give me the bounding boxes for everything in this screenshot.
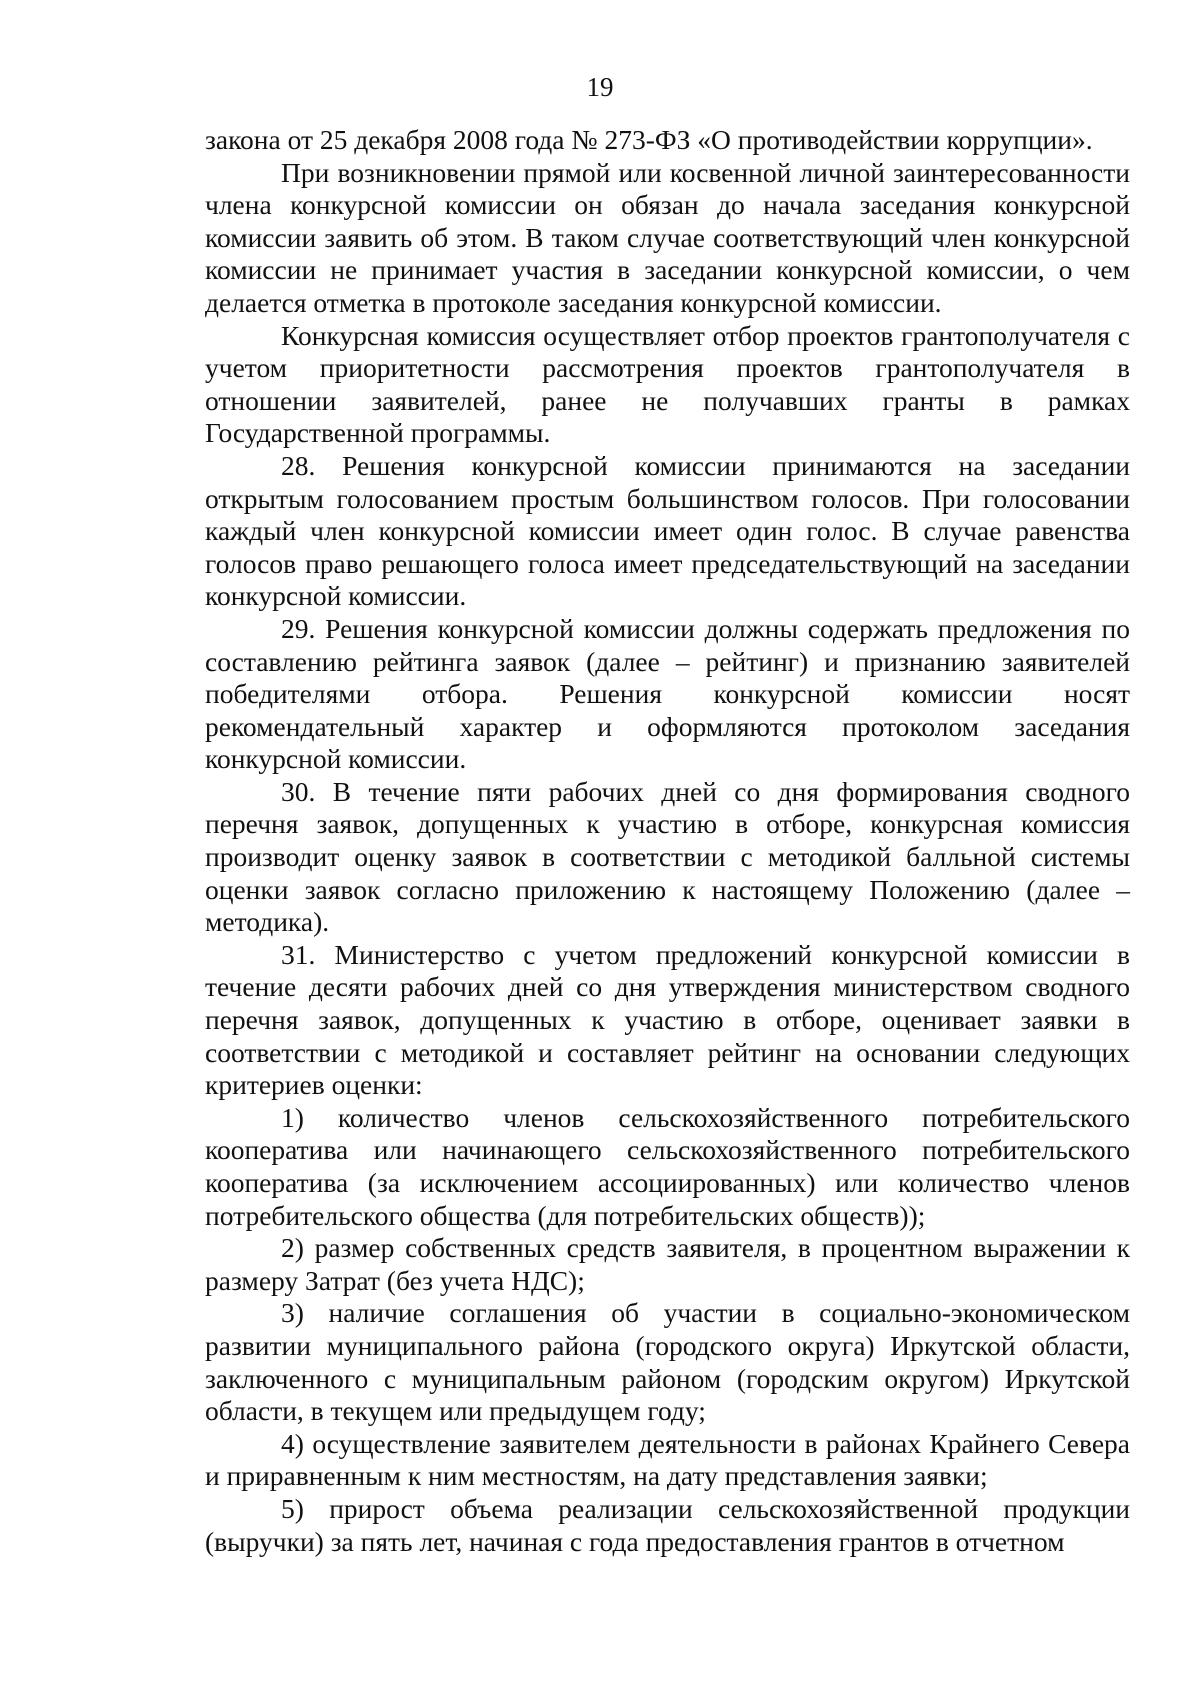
criterion-1: 1) количество членов сельскохозяйственного потребительского кооператива или начинающего сельскохозяйственного потребительского кооператива (за исключением ассоциированных) или количество членов потребительского общества (для потребительских обществ)); — [205, 1101, 1130, 1231]
criterion-2: 2) размер собственных средств заявителя, в процентном выражении к размеру Затрат (без учета НДС); — [205, 1232, 1130, 1296]
criterion-3: 3) наличие соглашения об участии в социально-экономическом развитии муниципального района (городского округа) Иркутской области, заключенного с муниципальным районом (городским округом) Иркутской области, в текущем или предыдущем году; — [205, 1297, 1130, 1427]
page-number: 19 — [586, 72, 614, 102]
paragraph-item-30: 30. В течение пяти рабочих дней со дня формирования сводного перечня заявок, допущенных к участию в отборе, конкурсная комиссия производит оценку заявок в соответствии с методикой балльной системы оценки заявок согласно приложению к настоящему Положению (далее – методика). — [205, 775, 1130, 938]
document-body — [205, 124, 1130, 1558]
paragraph-item-31: 31. Министерство с учетом предложений конкурсной комиссии в течение десяти рабочих дней со дня утверждения министерством сводного перечня заявок, допущенных к участию в отборе, оценивает заявки в соответствии с методикой и составляет рейтинг на основании следующих критериев оценки: — [205, 938, 1130, 1101]
paragraph-conflict-of-interest: При возникновении прямой или косвенной личной заинтересованности члена конкурсной комиссии он обязан до начала заседания конкурсной комиссии заявить об этом. В таком случае соответствующий член конкурсной комиссии не принимает участия в заседании конкурсной комиссии, о чем делается отметка в протоколе заседания конкурсной комиссии. — [205, 156, 1130, 318]
paragraph-item-28: 28. Решения конкурсной комиссии принимаются на заседании открытым голосованием простым большинством голосов. При голосовании каждый член конкурсной комиссии имеет один голос. В случае равенства голосов право решающего голоса имеет председательствующий на заседании конкурсной комиссии. — [205, 449, 1130, 612]
paragraph-item-29: 29. Решения конкурсной комиссии должны содержать предложения по составлению рейтинга заявок (далее – рейтинг) и признанию заявителей победителями отбора. Решения конкурсной комиссии носят рекомендательный характер и оформляются протоколом заседания конкурсной комиссии. — [205, 612, 1130, 775]
criterion-5: 5) прирост объема реализации сельскохозяйственной продукции (выручки) за пять лет, начиная с года предоставления грантов в отчетном — [205, 1492, 1130, 1557]
criterion-4: 4) осуществление заявителем деятельности в районах Крайнего Севера и приравненным к ним местностям, на дату представления заявки; — [205, 1427, 1130, 1492]
paragraph-law-reference: закона от 25 декабря 2008 года № 273-ФЗ «О противодействии коррупции». — [205, 124, 1093, 155]
paragraph-selection-priority: Конкурсная комиссия осуществляет отбор проектов грантополучателя с учетом приоритетности рассмотрения проектов грантополучателя в отношении заявителей, ранее не получавших гранты в рамках Государственной программы. — [205, 319, 1130, 449]
